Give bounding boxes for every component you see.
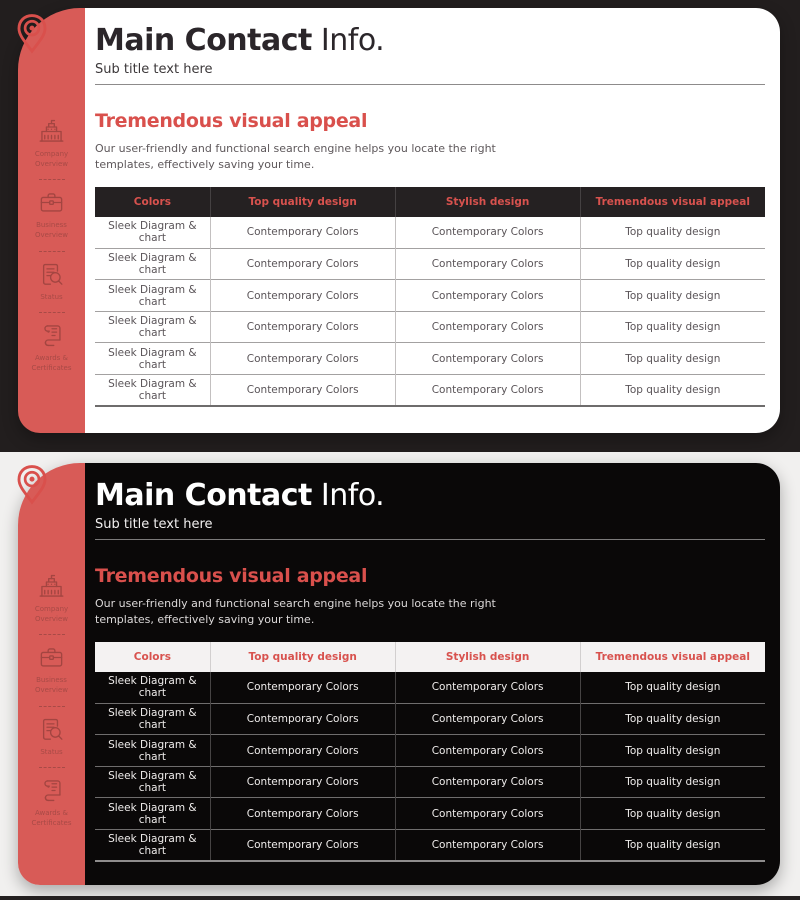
sidebar-item-status xyxy=(23,261,81,302)
location-pin-icon xyxy=(15,13,49,55)
sidebar-divider xyxy=(39,251,65,252)
sidebar-item-label: Awards & Certificates xyxy=(31,353,72,372)
sidebar-item-label: Business Overview xyxy=(35,676,68,695)
table-cell: Contemporary Colors xyxy=(395,343,580,375)
slide-title xyxy=(95,23,765,59)
table-row xyxy=(95,280,765,312)
table-cell: Contemporary Colors xyxy=(395,672,580,704)
sidebar-item-label: Status xyxy=(40,292,63,301)
building-icon xyxy=(38,573,65,600)
body-line-2: templates, effectively saving your time. xyxy=(95,157,315,171)
sidebar-item-label: Awards & Certificates xyxy=(31,808,72,827)
table-cell: Contemporary Colors xyxy=(395,829,580,861)
table-cell: Top quality design xyxy=(580,672,765,704)
table-row xyxy=(95,672,765,704)
content-table xyxy=(95,187,765,407)
table-row xyxy=(95,703,765,735)
sidebar-item-label: Business Overview xyxy=(35,221,68,240)
table-cell: Contemporary Colors xyxy=(395,766,580,798)
table-cell: Contemporary Colors xyxy=(210,217,395,249)
slide-subtitle: Sub title text here xyxy=(95,62,213,77)
table-cell: Sleek Diagram & chart xyxy=(95,703,210,735)
table-header-cell: Stylish design xyxy=(395,642,580,672)
table-header-cell: Tremendous visual appeal xyxy=(580,642,765,672)
briefcase-icon xyxy=(38,644,65,671)
table-row xyxy=(95,311,765,343)
table-cell: Sleek Diagram & chart xyxy=(95,798,210,830)
table-cell: Contemporary Colors xyxy=(210,311,395,343)
section-body-text xyxy=(95,596,765,628)
sidebar-item-business-overview xyxy=(23,189,81,240)
document-search-icon xyxy=(38,716,65,743)
table-cell: Contemporary Colors xyxy=(395,217,580,249)
sidebar-item-label: Company Overview xyxy=(34,150,69,169)
slide-sidebar xyxy=(18,8,85,433)
slide-title xyxy=(95,478,765,514)
table-row xyxy=(95,248,765,280)
table-cell: Sleek Diagram & chart xyxy=(95,248,210,280)
slide-title-light: Info. xyxy=(320,23,385,58)
sidebar-item-awards-certificates xyxy=(23,322,81,373)
table-header-cell: Top quality design xyxy=(210,187,395,217)
table-cell: Sleek Diagram & chart xyxy=(95,217,210,249)
table-cell: Contemporary Colors xyxy=(210,280,395,312)
content-table xyxy=(95,642,765,862)
table-cell: Contemporary Colors xyxy=(210,248,395,280)
table-row xyxy=(95,735,765,767)
section-heading: Tremendous visual appeal xyxy=(95,110,368,132)
table-cell: Sleek Diagram & chart xyxy=(95,311,210,343)
body-line-2: templates, effectively saving your time. xyxy=(95,612,315,626)
body-line-1: Our user-friendly and functional search engine helps you locate the right xyxy=(95,597,496,610)
certificate-icon xyxy=(38,777,65,804)
table-cell: Top quality design xyxy=(580,703,765,735)
slide-title-bold: Main Contact xyxy=(95,23,312,58)
table-cell: Top quality design xyxy=(580,217,765,249)
table-header-row xyxy=(95,642,765,672)
table-cell: Contemporary Colors xyxy=(395,248,580,280)
slide-preview-dark-section xyxy=(0,452,800,900)
table-row xyxy=(95,343,765,375)
table-cell: Contemporary Colors xyxy=(210,374,395,406)
table-cell: Contemporary Colors xyxy=(395,735,580,767)
table-header-row xyxy=(95,187,765,217)
table-cell: Top quality design xyxy=(580,766,765,798)
table-cell: Contemporary Colors xyxy=(210,829,395,861)
building-icon xyxy=(38,118,65,145)
table-cell: Top quality design xyxy=(580,735,765,767)
table-cell: Top quality design xyxy=(580,343,765,375)
table-cell: Contemporary Colors xyxy=(210,766,395,798)
table-cell: Contemporary Colors xyxy=(210,672,395,704)
table-cell: Sleek Diagram & chart xyxy=(95,766,210,798)
table-row xyxy=(95,829,765,861)
slide-title-bold: Main Contact xyxy=(95,478,312,513)
sidebar-item-label: Company Overview xyxy=(34,605,69,624)
table-cell: Top quality design xyxy=(580,311,765,343)
table-cell: Sleek Diagram & chart xyxy=(95,343,210,375)
table-row xyxy=(95,766,765,798)
table-cell: Contemporary Colors xyxy=(210,343,395,375)
document-search-icon xyxy=(38,261,65,288)
table-cell: Contemporary Colors xyxy=(210,735,395,767)
table-cell: Top quality design xyxy=(580,374,765,406)
sidebar-divider xyxy=(39,767,65,768)
table-cell: Top quality design xyxy=(580,248,765,280)
sidebar-divider xyxy=(39,179,65,180)
table-cell: Contemporary Colors xyxy=(395,280,580,312)
slide-title-light: Info. xyxy=(320,478,385,513)
table-header-cell: Tremendous visual appeal xyxy=(580,187,765,217)
sidebar-item-status xyxy=(23,716,81,757)
slide-content xyxy=(85,463,780,885)
sidebar-item-company-overview xyxy=(23,573,81,624)
table-cell: Sleek Diagram & chart xyxy=(95,280,210,312)
location-pin-icon xyxy=(15,464,49,506)
sidebar-item-company-overview xyxy=(23,118,81,169)
slide-sidebar xyxy=(18,463,85,885)
table-cell: Sleek Diagram & chart xyxy=(95,672,210,704)
section-body-text xyxy=(95,141,765,173)
table-header-cell: Stylish design xyxy=(395,187,580,217)
slide-card-dark[interactable] xyxy=(18,463,780,885)
sidebar-item-label: Status xyxy=(40,747,63,756)
next-slide-edge xyxy=(0,896,800,900)
table-cell: Contemporary Colors xyxy=(395,798,580,830)
table-cell: Top quality design xyxy=(580,280,765,312)
body-line-1: Our user-friendly and functional search engine helps you locate the right xyxy=(95,142,496,155)
table-header-cell: Top quality design xyxy=(210,642,395,672)
table-row xyxy=(95,798,765,830)
table-cell: Contemporary Colors xyxy=(210,703,395,735)
slide-subtitle: Sub title text here xyxy=(95,517,213,532)
slide-content xyxy=(85,8,780,433)
table-cell: Contemporary Colors xyxy=(395,703,580,735)
table-cell: Contemporary Colors xyxy=(395,311,580,343)
table-header-cell: Colors xyxy=(95,187,210,217)
title-divider xyxy=(95,84,765,85)
table-cell: Top quality design xyxy=(580,798,765,830)
section-heading: Tremendous visual appeal xyxy=(95,565,368,587)
table-cell: Contemporary Colors xyxy=(395,374,580,406)
table-row xyxy=(95,217,765,249)
sidebar-divider xyxy=(39,312,65,313)
table-cell: Sleek Diagram & chart xyxy=(95,735,210,767)
table-cell: Top quality design xyxy=(580,829,765,861)
sidebar-item-awards-certificates xyxy=(23,777,81,828)
sidebar-divider xyxy=(39,634,65,635)
slide-card-light[interactable] xyxy=(18,8,780,433)
table-cell: Sleek Diagram & chart xyxy=(95,829,210,861)
table-row xyxy=(95,374,765,406)
briefcase-icon xyxy=(38,189,65,216)
sidebar-divider xyxy=(39,706,65,707)
title-divider xyxy=(95,539,765,540)
table-cell: Contemporary Colors xyxy=(210,798,395,830)
sidebar-item-business-overview xyxy=(23,644,81,695)
table-cell: Sleek Diagram & chart xyxy=(95,374,210,406)
certificate-icon xyxy=(38,322,65,349)
table-header-cell: Colors xyxy=(95,642,210,672)
